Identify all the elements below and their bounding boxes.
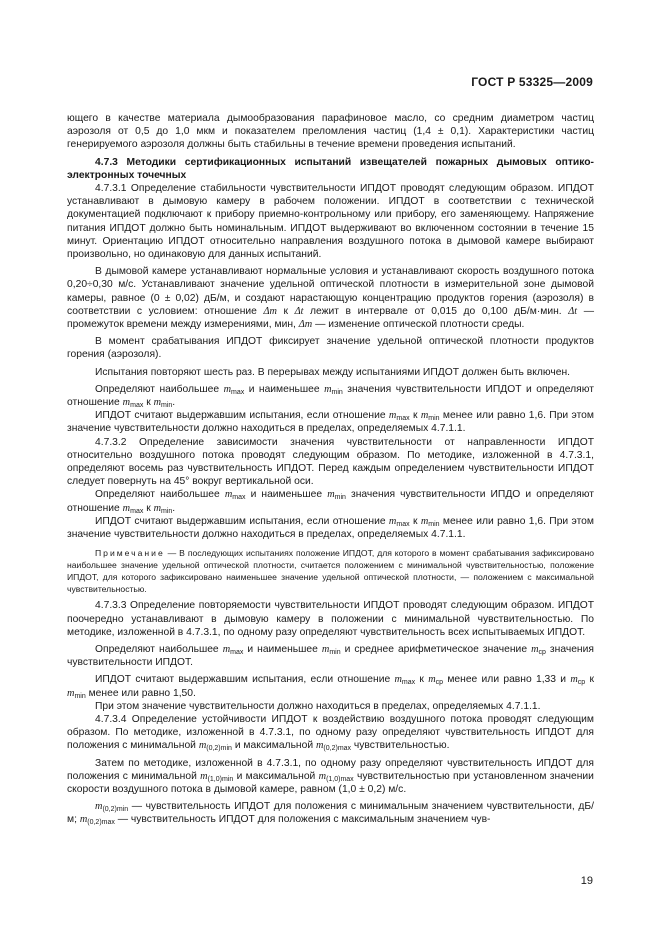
paragraph-pass-1: ИПДОТ считают выдержавшим испытания, если отношение $m_{max}$ к $m_{min}$ менее или равно 1,6. При этом значение чувствительности должно находиться в пределах, определяемых 4.7.1.1. xyxy=(67,410,594,435)
paragraph-4-7-3-1: 4.7.3.1 Определение стабильности чувствительности ИПДОТ проводят следующим образом. ИПДОТ устанавливают в дымовую камеру в рабочем положении. ИПДОТ в соответствии с технической документацией подключают к прибору приемно-контрольному или прибору, его заменяющему. Напряжение питания ИПДОТ должно быть номинальным. ИПДОТ выдерживают во включенном состоянии в течение 15 минут. Ориентацию ИПДОТ относительно направления воздушного потока в дымовой камере выбирают произвольно, но одинаковую для данных испытаний. xyxy=(67,183,594,261)
paragraph-then: Затем по методике, изложенной в 4.7.3.1, по одному разу определяют чувствительность ИПДОТ для положения с минимальной $m_{(1,0)min}$ и максимальной $m_{(1,0)max}$ чувствительностью при установленном значении скорости воздушного потока в дымовой камере, равном (1,0 ± 0,2) м/с. xyxy=(67,757,594,795)
paragraph-airflow: В дымовой камере устанавливают нормальные условия и устанавливают скорость воздушного потока 0,20÷0,30 м/с. Устанавливают значение удельной оптической плотности в измерительной зоне дымовой камеры, равное (0 ± 0,02) дБ/м, и создают нарастающую концентрацию продуктов горения (аэрозоля) в соответствии с условием: отношение Δm к Δt лежит в интервале от 0,015 до 0,100 дБ/м·мин. Δt — промежуток времени между измерениями, мин, Δm — изменение оптической плотности среды. xyxy=(67,266,594,331)
note-label: Примечание xyxy=(95,548,165,559)
paragraph-trigger: В момент срабатывания ИПДОТ фиксирует значение удельной оптической плотности продуктов горения (аэрозоля). xyxy=(67,336,594,361)
paragraph-determine-1: Определяют наибольшее $m_{max}$ и наименьшее $m_{min}$ значения чувствительности ИПДОТ и определяют отношение $m_{max}$ к $m_{min}$. xyxy=(67,383,594,410)
paragraph-limits: При этом значение чувствительности должно находиться в пределах, определяемых 4.7.1.1. xyxy=(95,700,541,712)
paragraph-determine-2: Определяют наибольшее $m_{max}$ и наименьшее $m_{min}$ значения чувствительности ИПДО и определяют отношение $m_{max}$ к $m_{min}$. xyxy=(67,489,594,515)
paragraph-4-7-3-4: 4.7.3.4 Определение устойчивости ИПДОТ к воздействию воздушного потока проводят следующим образом. По методике, изложенной в 4.7.3.1, по одному разу определяют чувствительность ИПДОТ для положения с минимальной $m_{(0,2)min}$ и максимальной $m_{(0,2)max}$ чувствительностью. xyxy=(67,713,594,753)
paragraph-determine-3: Определяют наибольшее $m_{max}$ и наименьшее $m_{min}$ и среднее арифметическое значение $m_{ср}$ значения чувствительности ИПДОТ. xyxy=(67,643,594,669)
paragraph-repeat: Испытания повторяют шесть раз. В перерывах между испытаниями ИПДОТ должен быть включен. xyxy=(95,366,571,378)
paragraph-4-7-3-2: 4.7.3.2 Определение зависимости значения чувствительности от направленности ИПДОТ относительно воздушного потока проводят следующим образом. По методике, изложенной в 4.7.3.1, определяют восемь раз чувствительность ИПДОТ. Перед каждым определением чувствительности ИПДОТ следует повернуть на 45° вокруг вертикальной оси. xyxy=(67,436,594,488)
note: Примечание — В последующих испытаниях положение ИПДОТ, для которого в момент срабатывания зафиксировано наибольшее значение удельной оптической плотности, считается положением с минимальной чувствительностью, положение ИПДОТ, для которого зафиксировано наименьшее значение удельной оптической плотности, — положением с максимальной чувствительностью. xyxy=(67,548,595,595)
paragraph-pass-3: ИПДОТ считают выдержавшим испытания, если отношение $m_{max}$ к $m_{ср}$ менее или равно 1,33 и $m_{ср}$ к $m_{min}$ менее или равно 1,50. xyxy=(67,674,594,700)
paragraph-aerosol: ющего в качестве материала дымообразования парафиновое масло, со средним диаметром частиц аэрозоля от 0,5 до 1,0 мкм и показателем преломления частиц (1,4 ± 0,1). Характеристики частиц генерируемого аэрозоля должны быть стабильны в течение времени проведения испытаний. xyxy=(67,113,594,151)
paragraph-pass-2: ИПДОТ считают выдержавшим испытания, если отношение $m_{max}$ к $m_{min}$ менее или равно 1,6. При этом значение чувствительности должно находиться в пределах, определяемых 4.7.1.1. xyxy=(67,515,594,541)
page-number: 19 xyxy=(580,875,593,887)
page-body xyxy=(67,112,594,827)
document-code: ГОСТ Р 53325—2009 xyxy=(471,75,593,89)
section-heading-4-7-3: 4.7.3 Методики сертификационных испытаний извещателей пожарных дымовых оптико-электронных точечных xyxy=(67,156,594,181)
paragraph-definitions: $m_{(0,2)min}$ — чувствительность ИПДОТ для положения с минимальным значением чувствительности, дБ/м; $m_{(0,2)max}$ — чувствительность ИПДОТ для положения с максимальным значением чув- xyxy=(67,801,594,827)
paragraph-4-7-3-3: 4.7.3.3 Определение повторяемости чувствительности ИПДОТ проводят следующим образом. ИПДОТ поочередно устанавливают в дымовую камеру в положении с минимальной чувствительностью. По методике, изложенной в 4.7.3.1, по одному разу определяют чувствительность всех испытываемых ИПДОТ. xyxy=(67,600,594,638)
